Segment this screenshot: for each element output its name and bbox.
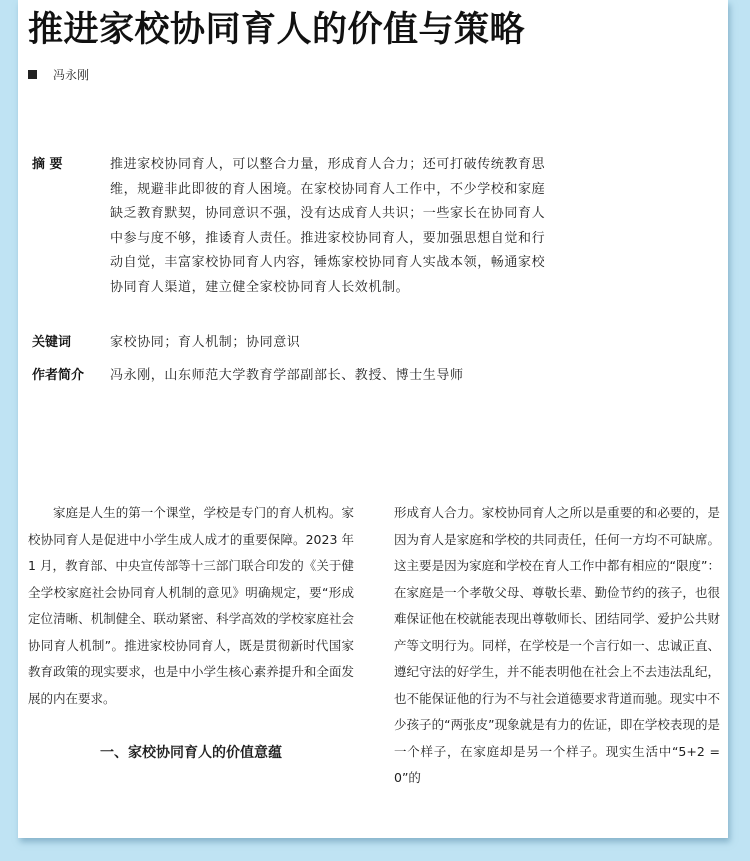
abstract-text: 推进家校协同育人，可以整合力量，形成育人合力；还可打破传统教育思维，规避非此即彼的育人困境。在家校协同育人工作中，不少学校和家庭缺乏教育默契，协同意识不强，没有达成育人共识；一些家长在协同育人中参与度不够，推诿育人责任。推进家校协同育人，要加强思想自觉和行动自觉，丰富家校协同育人内容，锤炼家校协同育人实战本领，畅通家校协同育人渠道，建立健全家校协同育人长效机制。: [110, 157, 546, 295]
page: [18, 0, 728, 838]
author-line: [28, 66, 89, 83]
keywords-text: 家校协同；育人机制；协同意识: [110, 335, 301, 350]
section-heading: 一、家校协同育人的价值意蕴: [100, 745, 282, 761]
bio-text: 冯永刚，山东师范大学教育学部副部长、教授、博士生导师: [110, 368, 464, 383]
article-title: 推进家校协同育人的价值与策略: [28, 10, 526, 50]
abstract-label: 摘 要: [32, 157, 63, 172]
body-column-left: [28, 500, 354, 767]
body-paragraph: 形成育人合力。家校协同育人之所以是重要的和必要的，是因为育人是家庭和学校的共同责任，任何一方均不可缺席。这主要是因为家庭和学校在育人工作中都有相应的“限度”：在家庭是一个孝敬父母、尊敬长辈、勤俭节约的孩子，也很难保证他在校就能表现出尊敬师长、团结同学、爱护公共财产等文明行为。同样，在学校是一个言行如一、忠诚正直、遵纪守法的好学生，并不能表明他在社会上不去违法乱纪，也不能保证他的行为不与社会道德要求背道而驰。现实中不少孩子的“两张皮”现象就是有力的佐证，即在学校表现的是一个样子，在家庭却是另一个样子。现实生活中“5+2 = 0”的: [394, 505, 720, 785]
square-bullet-icon: [28, 70, 37, 79]
keywords-label: 关键词: [32, 335, 72, 350]
body-paragraph: 家庭是人生的第一个课堂，学校是专门的育人机构。家校协同育人是促进中小学生成人成才的重要保障。2023 年 1 月，教育部、中央宣传部等十三部门联合印发的《关于健全学校家庭社会协同育人机制的意见》明确规定，要“形成定位清晰、机制健全、联动紧密、科学高效的学校家庭社会协同育人机制”。推进家校协同育人，既是贯彻新时代国家教育政策的现实要求，也是中小学生核心素养提升和全面发展的内在要求。: [28, 505, 354, 706]
body-column-right: [394, 500, 720, 792]
author-name: 冯永刚: [53, 68, 90, 82]
bio-label: 作者简介: [32, 368, 85, 383]
